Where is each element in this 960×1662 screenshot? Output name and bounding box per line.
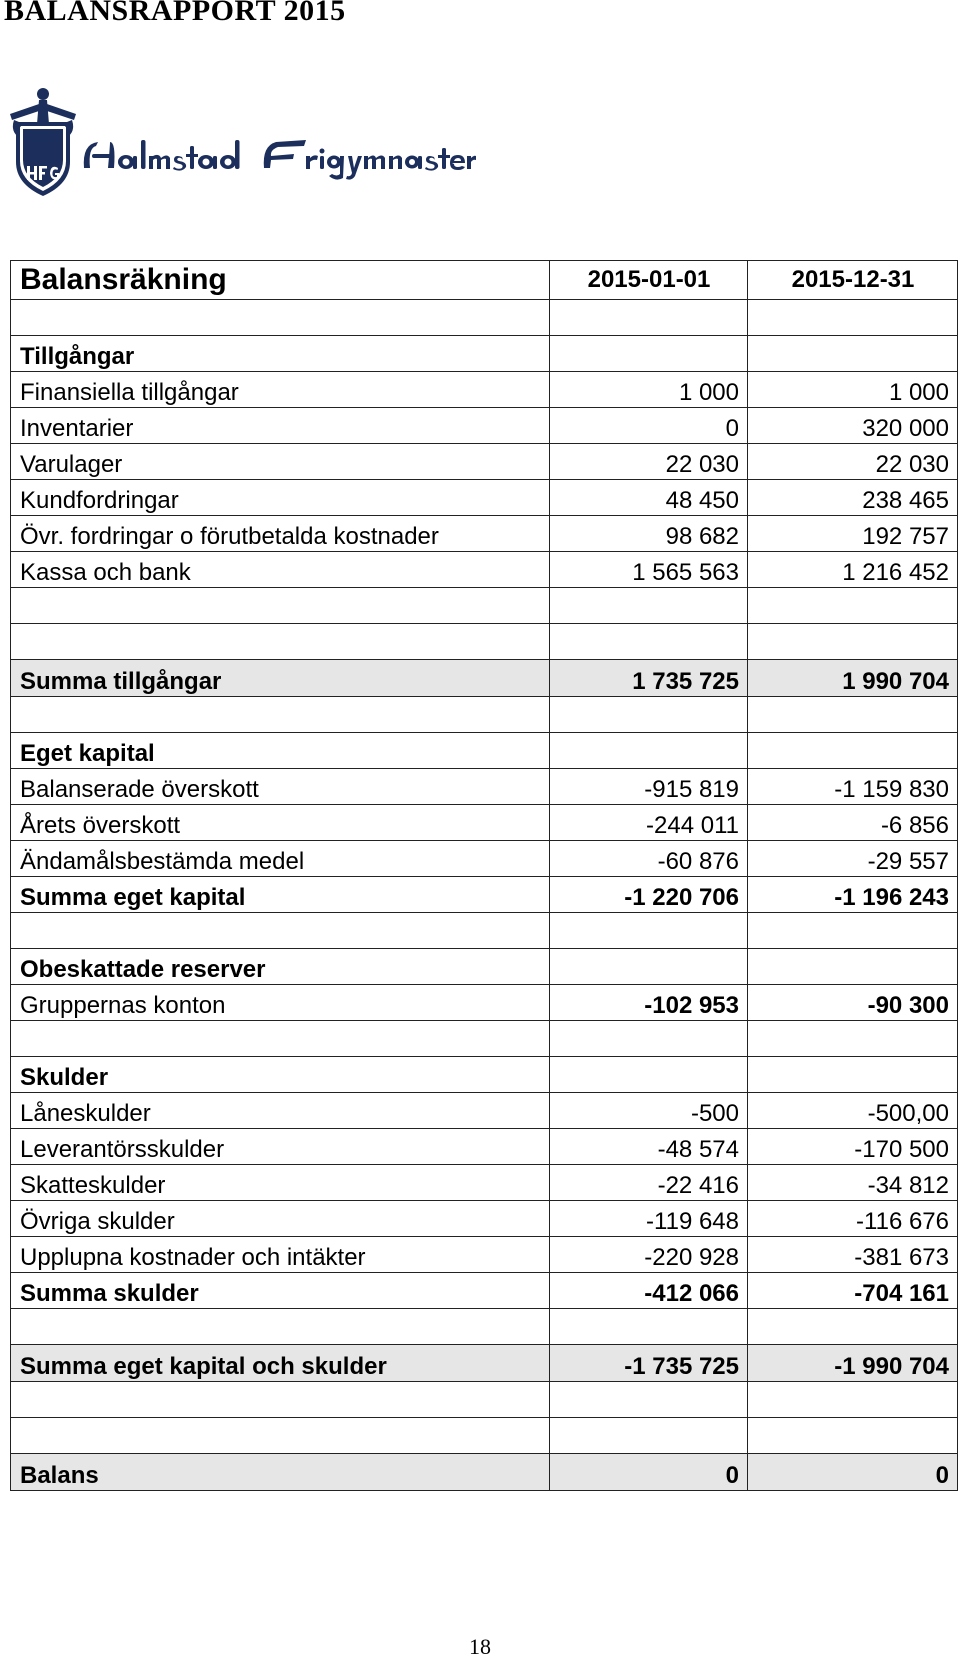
club-logo <box>6 84 476 204</box>
value-end: 238 465 <box>748 480 958 516</box>
value-start <box>550 697 748 733</box>
row-label: Övr. fordringar o förutbetalda kostnader <box>11 516 550 552</box>
value-start: 1 565 563 <box>550 552 748 588</box>
value-start <box>550 300 748 336</box>
value-start: -48 574 <box>550 1129 748 1165</box>
table-row <box>11 769 958 805</box>
row-label: Eget kapital <box>11 733 550 769</box>
wordmark-graphic <box>84 140 476 180</box>
value-start <box>550 624 748 660</box>
value-start: -102 953 <box>550 985 748 1021</box>
value-end <box>748 588 958 624</box>
row-label <box>11 624 550 660</box>
value-end: -116 676 <box>748 1201 958 1237</box>
value-start: -915 819 <box>550 769 748 805</box>
value-end <box>748 1418 958 1454</box>
table-row <box>11 985 958 1021</box>
row-label <box>11 697 550 733</box>
balance-sheet-table <box>10 260 958 1491</box>
table-row <box>11 1201 958 1237</box>
value-start: 22 030 <box>550 444 748 480</box>
value-start: -500 <box>550 1093 748 1129</box>
blank-row <box>11 588 958 624</box>
row-label <box>11 1382 550 1418</box>
row-label <box>11 1309 550 1345</box>
table-header-row <box>11 261 958 300</box>
value-start: -60 876 <box>550 841 748 877</box>
value-start: 98 682 <box>550 516 748 552</box>
value-end: -34 812 <box>748 1165 958 1201</box>
row-label: Balanserade överskott <box>11 769 550 805</box>
value-end <box>748 300 958 336</box>
value-start: -220 928 <box>550 1237 748 1273</box>
value-end: 22 030 <box>748 444 958 480</box>
row-label <box>11 588 550 624</box>
total-row <box>11 1454 958 1491</box>
value-end: -6 856 <box>748 805 958 841</box>
row-label: Upplupna kostnader och intäkter <box>11 1237 550 1273</box>
row-label: Kassa och bank <box>11 552 550 588</box>
value-start <box>550 1057 748 1093</box>
value-end: -1 196 243 <box>748 877 958 913</box>
row-label: Kundfordringar <box>11 480 550 516</box>
row-label: Summa skulder <box>11 1273 550 1309</box>
value-end: -170 500 <box>748 1129 958 1165</box>
table-row <box>11 1237 958 1273</box>
table-row <box>11 444 958 480</box>
value-end: -704 161 <box>748 1273 958 1309</box>
row-label: Obeskattade reserver <box>11 949 550 985</box>
document-title: BALANSRAPPORT 2015 <box>4 0 346 27</box>
column-header-start-date: 2015-01-01 <box>550 261 748 300</box>
value-start: -1 220 706 <box>550 877 748 913</box>
row-label <box>11 913 550 949</box>
value-end: -90 300 <box>748 985 958 1021</box>
value-end: 1 990 704 <box>748 660 958 697</box>
value-end <box>748 913 958 949</box>
row-label: Gruppernas konton <box>11 985 550 1021</box>
value-end <box>748 733 958 769</box>
row-label: Summa eget kapital och skulder <box>11 1345 550 1382</box>
value-start <box>550 336 748 372</box>
table-row <box>11 372 958 408</box>
value-start: -119 648 <box>550 1201 748 1237</box>
table-row <box>11 552 958 588</box>
value-end <box>748 1382 958 1418</box>
row-label: Årets överskott <box>11 805 550 841</box>
blank-row <box>11 1309 958 1345</box>
value-end: -500,00 <box>748 1093 958 1129</box>
row-label: Varulager <box>11 444 550 480</box>
value-end <box>748 336 958 372</box>
table-row <box>11 1129 958 1165</box>
blank-row <box>11 1418 958 1454</box>
total-row <box>11 660 958 697</box>
table-row <box>11 1093 958 1129</box>
row-label: Inventarier <box>11 408 550 444</box>
row-label: Skulder <box>11 1057 550 1093</box>
value-start: -1 735 725 <box>550 1345 748 1382</box>
value-end <box>748 1021 958 1057</box>
section-header-row <box>11 1057 958 1093</box>
blank-row <box>11 1021 958 1057</box>
value-end <box>748 949 958 985</box>
value-end: 1 216 452 <box>748 552 958 588</box>
value-start: -22 416 <box>550 1165 748 1201</box>
value-end: 0 <box>748 1454 958 1491</box>
value-start: -244 011 <box>550 805 748 841</box>
value-start <box>550 588 748 624</box>
table-row <box>11 516 958 552</box>
section-header-row <box>11 949 958 985</box>
total-row <box>11 1345 958 1382</box>
row-label: Ändamålsbestämda medel <box>11 841 550 877</box>
value-end <box>748 1057 958 1093</box>
blank-row <box>11 624 958 660</box>
value-end <box>748 1309 958 1345</box>
value-start <box>550 1418 748 1454</box>
row-label <box>11 1021 550 1057</box>
row-label: Summa tillgångar <box>11 660 550 697</box>
value-start: 1 735 725 <box>550 660 748 697</box>
value-end: 1 000 <box>748 372 958 408</box>
blank-row <box>11 697 958 733</box>
value-start <box>550 1309 748 1345</box>
logo-graphic <box>6 84 476 204</box>
value-start: 1 000 <box>550 372 748 408</box>
value-end: 192 757 <box>748 516 958 552</box>
value-end <box>748 697 958 733</box>
value-start: 48 450 <box>550 480 748 516</box>
column-header-end-date: 2015-12-31 <box>748 261 958 300</box>
row-label: Leverantörsskulder <box>11 1129 550 1165</box>
blank-row <box>11 913 958 949</box>
section-header-row <box>11 733 958 769</box>
value-end <box>748 624 958 660</box>
value-start: -412 066 <box>550 1273 748 1309</box>
value-start <box>550 1382 748 1418</box>
value-end: -1 159 830 <box>748 769 958 805</box>
row-label: Övriga skulder <box>11 1201 550 1237</box>
table-row <box>11 841 958 877</box>
row-label: Finansiella tillgångar <box>11 372 550 408</box>
table-title: Balansräkning <box>11 261 550 300</box>
row-label: Balans <box>11 1454 550 1491</box>
table-row <box>11 408 958 444</box>
page-number: 18 <box>469 1634 491 1659</box>
row-label: Låneskulder <box>11 1093 550 1129</box>
total-row <box>11 877 958 913</box>
row-label <box>11 1418 550 1454</box>
table-row <box>11 805 958 841</box>
row-label: Skatteskulder <box>11 1165 550 1201</box>
blank-row <box>11 1382 958 1418</box>
value-start <box>550 733 748 769</box>
value-end: -1 990 704 <box>748 1345 958 1382</box>
value-end: 320 000 <box>748 408 958 444</box>
value-start: 0 <box>550 408 748 444</box>
row-label <box>11 300 550 336</box>
value-end: -29 557 <box>748 841 958 877</box>
value-end: -381 673 <box>748 1237 958 1273</box>
table-row <box>11 480 958 516</box>
section-header-row <box>11 336 958 372</box>
total-row <box>11 1273 958 1309</box>
table-row <box>11 1165 958 1201</box>
row-label: Tillgångar <box>11 336 550 372</box>
value-start <box>550 913 748 949</box>
value-start: 0 <box>550 1454 748 1491</box>
blank-row <box>11 300 958 336</box>
value-start <box>550 949 748 985</box>
row-label: Summa eget kapital <box>11 877 550 913</box>
emblem-icon <box>10 88 76 196</box>
value-start <box>550 1021 748 1057</box>
